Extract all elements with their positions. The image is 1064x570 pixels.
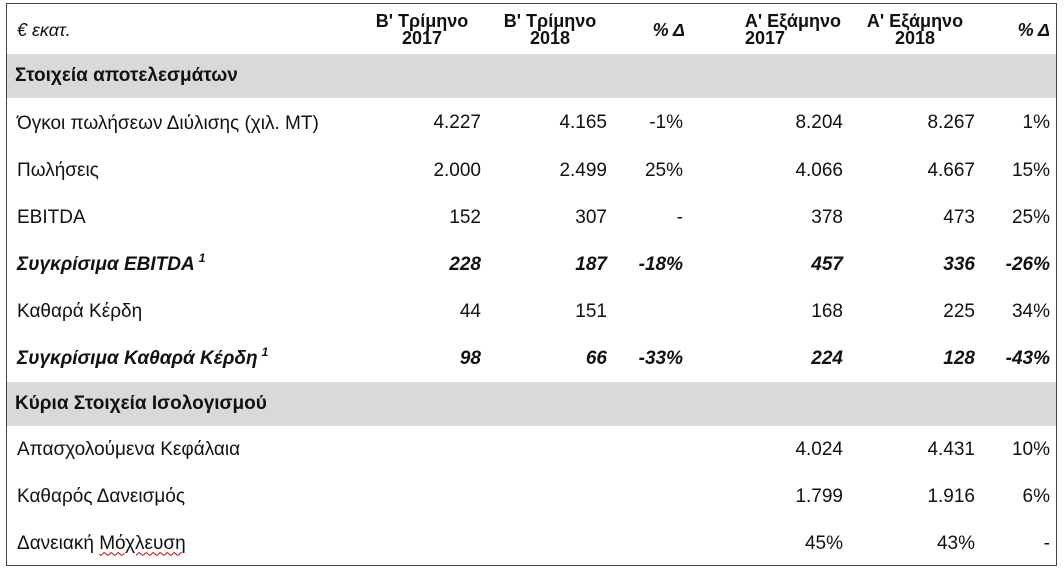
cell-pct-half: 15% bbox=[1011, 159, 1050, 181]
cell-q2-2018: 151 bbox=[575, 300, 607, 322]
cell-h1-2018: 8.267 bbox=[927, 111, 975, 133]
row-label: Πωλήσεις bbox=[17, 159, 99, 181]
table-row bbox=[7, 147, 1057, 194]
financial-table-frame bbox=[6, 3, 1057, 566]
footnote-marker: 1 bbox=[261, 345, 269, 360]
table-row bbox=[7, 288, 1057, 335]
cell-empty bbox=[357, 426, 487, 473]
cell-q2-2017: 4.227 bbox=[433, 111, 481, 133]
cell-q2-2018: 4.165 bbox=[559, 111, 607, 133]
row-label: Καθαρά Κέρδη bbox=[17, 300, 143, 322]
cell-q2-2017: 152 bbox=[449, 206, 481, 228]
cell-h1-2018: 336 bbox=[943, 253, 975, 275]
cell-h1-2018: 4.667 bbox=[927, 159, 975, 181]
cell-pct-quarter: - bbox=[676, 206, 683, 228]
row-label: Απασχολούμενα Κεφάλαια bbox=[17, 438, 241, 460]
col-header-h1-2017: Α' Εξάμηνο 2017 bbox=[744, 11, 841, 48]
cell-h1-2018: 4.431 bbox=[927, 438, 975, 460]
cell-pct-quarter: -33% bbox=[638, 347, 683, 369]
section-title: Στοιχεία αποτελεσμάτων bbox=[7, 54, 1057, 98]
cell-empty bbox=[357, 473, 487, 520]
section-header-balance bbox=[7, 382, 1057, 426]
cell-empty bbox=[613, 426, 689, 473]
cell-h1-2018: 473 bbox=[943, 206, 975, 228]
cell-q2-2018: 66 bbox=[585, 347, 607, 369]
section-header-results bbox=[7, 54, 1057, 98]
cell-h1-2018: 225 bbox=[943, 300, 975, 322]
cell-h1-2018: 128 bbox=[943, 347, 975, 369]
cell-pct-half: 25% bbox=[1011, 206, 1050, 228]
cell-pct-half: - bbox=[1043, 532, 1050, 554]
col-header-pct-change-quarter: % Δ bbox=[652, 19, 685, 40]
cell-empty bbox=[613, 520, 689, 566]
cell-pct-quarter: 25% bbox=[644, 159, 683, 181]
cell-pct-half: -43% bbox=[1005, 347, 1050, 369]
row-label: Καθαρός Δανεισμός bbox=[17, 485, 186, 507]
row-label: Δανειακή Μόχλευση bbox=[17, 532, 186, 554]
table-row bbox=[7, 520, 1057, 566]
header-row bbox=[7, 4, 1057, 54]
cell-empty bbox=[613, 473, 689, 520]
cell-empty bbox=[487, 520, 613, 566]
col-header-h1-2018: Α' Εξάμηνο 2018 bbox=[866, 11, 964, 48]
table-row-highlight bbox=[7, 335, 1057, 382]
cell-h1-2017: 378 bbox=[811, 206, 843, 228]
cell-h1-2018: 43% bbox=[936, 532, 975, 554]
spellcheck-underlined-word: Μόχλευση bbox=[99, 532, 186, 554]
cell-h1-2017: 168 bbox=[811, 300, 843, 322]
cell-pct-half: 1% bbox=[1022, 111, 1050, 133]
cell-h1-2017: 45% bbox=[804, 532, 843, 554]
table-row bbox=[7, 98, 1057, 147]
cell-pct-quarter: -1% bbox=[649, 111, 683, 133]
cell-h1-2017: 8.204 bbox=[795, 111, 843, 133]
cell-q2-2017: 44 bbox=[459, 300, 481, 322]
col-header-pct-change-half: % Δ bbox=[1017, 19, 1050, 40]
table-row bbox=[7, 473, 1057, 520]
cell-h1-2017: 1.799 bbox=[795, 485, 843, 507]
row-label: Συγκρίσιμα Καθαρά Κέρδη $^1$ bbox=[17, 345, 269, 369]
financial-results-table bbox=[7, 4, 1057, 566]
cell-h1-2017: 457 bbox=[811, 253, 843, 275]
cell-pct-half: 34% bbox=[1011, 300, 1050, 322]
cell-h1-2017: 4.066 bbox=[795, 159, 843, 181]
footnote-marker: 1 bbox=[198, 251, 206, 266]
cell-q2-2017: 98 bbox=[459, 347, 481, 369]
cell-q2-2017: 228 bbox=[449, 253, 481, 275]
row-label: Όγκοι πωλήσεων Διύλισης (χιλ. ΜΤ) bbox=[17, 112, 319, 134]
cell-q2-2018: 2.499 bbox=[559, 159, 607, 181]
cell-pct-half: 6% bbox=[1022, 485, 1050, 507]
table-row bbox=[7, 426, 1057, 473]
table-row-highlight bbox=[7, 241, 1057, 288]
col-header-q2-2018: Β' Τρίμηνο 2018 bbox=[503, 11, 597, 48]
cell-pct-half: 10% bbox=[1011, 438, 1050, 460]
cell-empty bbox=[357, 520, 487, 566]
col-header-q2-2017: Β' Τρίμηνο 2017 bbox=[375, 11, 469, 48]
cell-h1-2017: 4.024 bbox=[795, 438, 843, 460]
table-row bbox=[7, 194, 1057, 241]
cell-q2-2018: 187 bbox=[575, 253, 607, 275]
cell-pct-quarter: -18% bbox=[638, 253, 683, 275]
row-label: Συγκρίσιμα EBITDA $^1$ bbox=[17, 251, 206, 275]
cell-q2-2017: 2.000 bbox=[433, 159, 481, 181]
cell-pct-quarter bbox=[613, 288, 689, 335]
cell-pct-half: -26% bbox=[1005, 253, 1050, 275]
section-title: Κύρια Στοιχεία Ισολογισμού bbox=[7, 382, 1057, 426]
cell-empty bbox=[487, 426, 613, 473]
row-label: EBITDA bbox=[17, 206, 86, 228]
cell-h1-2017: 224 bbox=[811, 347, 843, 369]
cell-h1-2018: 1.916 bbox=[927, 485, 975, 507]
cell-empty bbox=[487, 473, 613, 520]
unit-label: € εκατ. bbox=[17, 19, 71, 40]
cell-q2-2018: 307 bbox=[575, 206, 607, 228]
